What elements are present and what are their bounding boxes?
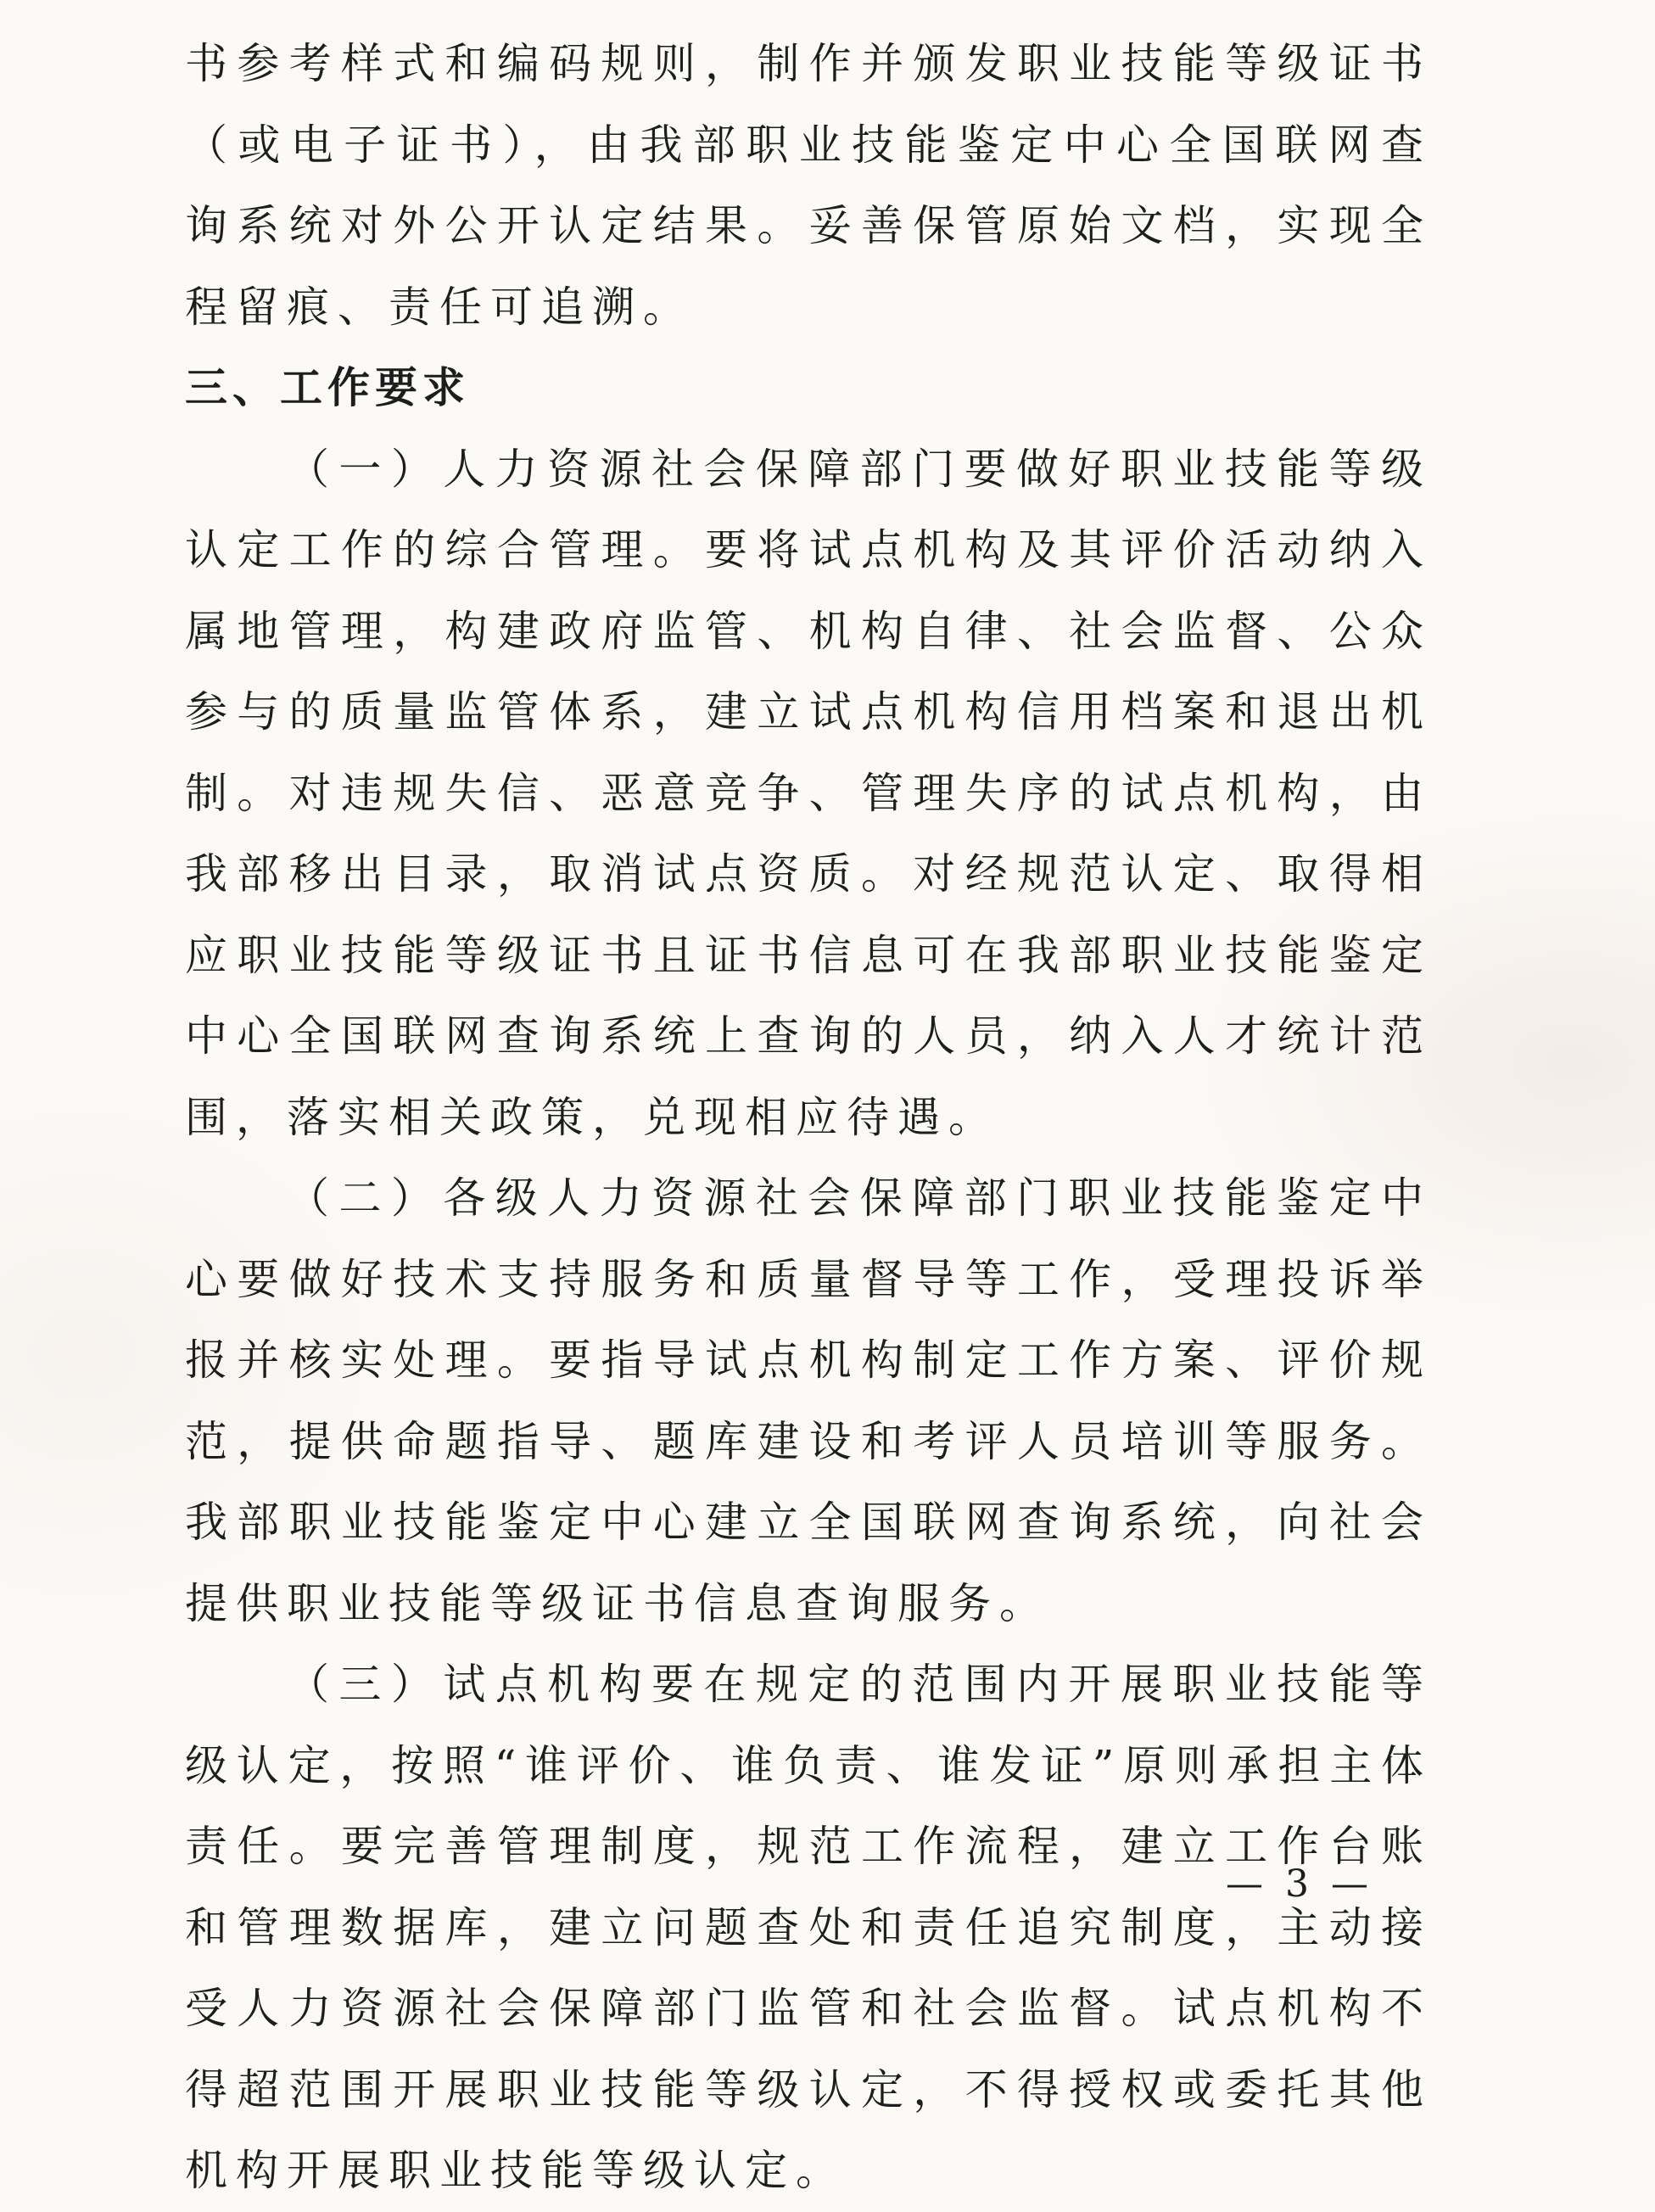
paragraph-continuation: 书参考样式和编码规则，制作并颁发职业技能等级证书（或电子证书），由我部职业技能鉴定中心全国联网查询系统对外公开认定结果。妥善保管原始文档，实现全程留痕、责任可追溯。 (185, 39, 1432, 332)
paragraph-section-1: （一）人力资源社会保障部门要做好职业技能等级认定工作的综合管理。要将试点机构及其评价活动纳入属地管理，构建政府监管、机构自律、社会监督、公众参与的质量监管体系，建立试点机构信用档案和退出机制。对违规失信、恶意竞争、管理失序的试点机构，由我部移出目录，取消试点资质。对经规范认定、取得相应职业技能等级证书且证书信息可在我部职业技能鉴定中心全国联网查询系统上查询的人员，纳入人才统计范围，落实相关政策，兑现相应待遇。 (185, 444, 1432, 1142)
paragraph-section-2: （二）各级人力资源社会保障部门职业技能鉴定中心要做好技术支持服务和质量督导等工作，受理投诉举报并核实处理。要指导试点机构制定工作方案、评价规范，提供命题指导、题库建设和考评人员培训等服务。我部职业技能鉴定中心建立全国联网查询系统，向社会提供职业技能等级证书信息查询服务。 (185, 1173, 1432, 1628)
paragraph-section-3: （三）试点机构要在规定的范围内开展职业技能等级认定，按照“谁评价、谁负责、谁发证”原则承担主体责任。要完善管理制度，规范工作流程，建立工作台账和管理数据库，建立问题查处和责任追究制度，主动接受人力资源社会保障部门监管和社会监督。试点机构不得超范围开展职业技能等级认定，不得授权或委托其他机构开展职业技能等级认定。 (185, 1660, 1432, 2195)
page-number: — 3 — (1226, 1862, 1373, 1906)
section-heading: 三、工作要求 (185, 363, 470, 412)
